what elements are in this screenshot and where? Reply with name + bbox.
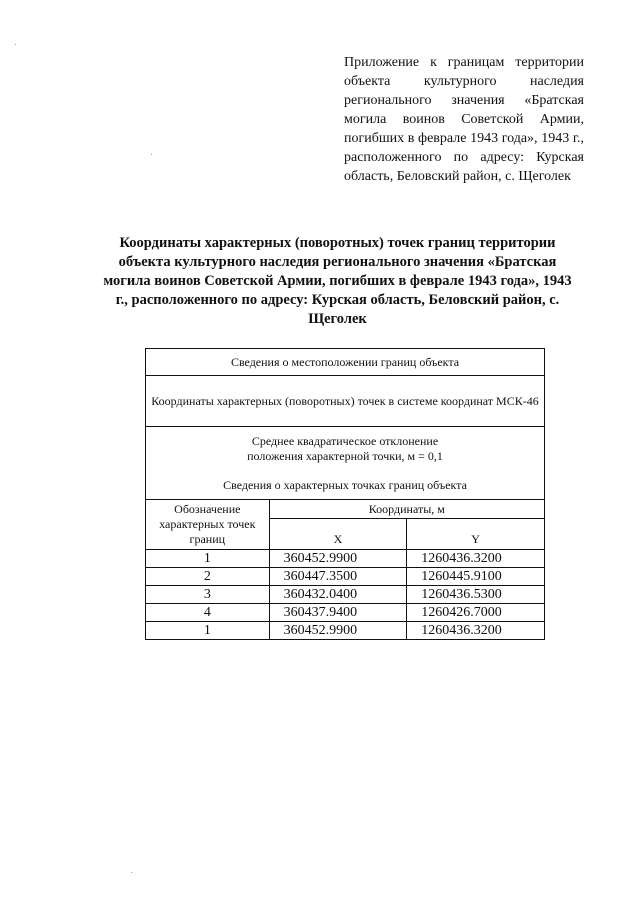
coordinates-table: [145, 348, 545, 640]
y-coordinate: 1260436.3200: [407, 622, 545, 640]
scan-speck: ·: [150, 150, 154, 161]
y-coordinate: 1260426.7000: [407, 604, 545, 622]
table-row: [146, 568, 545, 586]
y-coordinate: 1260436.3200: [407, 550, 545, 568]
table-row: [146, 604, 545, 622]
table-row: [146, 622, 545, 640]
x-coordinate: 360432.0400: [269, 586, 407, 604]
coordinate-system-cell: Координаты характерных (поворотных) точек в системе координат МСК-46: [146, 376, 545, 427]
points-title: Сведения о характерных точках границ объекта: [223, 477, 467, 492]
document-heading-text: Координаты характерных (поворотных) точек границ территории объекта культурного наследия регионального значения «Братская могила воинов Советской Армии, погибших в феврале 1943 года», 1943 г., расположенного по адресу: Курская область, Беловский район, с. Щеголек: [103, 235, 572, 327]
table-row: [146, 376, 545, 427]
boundary-info-title: Сведения о местоположении границ объекта: [146, 349, 545, 376]
designation-column-header: Обозначение характерных точек границ: [146, 500, 270, 550]
x-column-header: X: [269, 519, 407, 550]
table-header-row: [146, 500, 545, 519]
annex-note-text: Приложение к границам территории объекта культурного наследия регионального значения «Братская могила воинов Советской Армии, погибших в феврале 1943 года», 1943 г., расположенного по адресу: Курская область, Беловский район, с. Щеголек: [344, 55, 584, 184]
y-coordinate: 1260436.5300: [407, 586, 545, 604]
x-coordinate: 360437.9400: [269, 604, 407, 622]
table-row: [146, 427, 545, 500]
scan-speck: ·: [14, 40, 18, 51]
document-heading: [100, 234, 575, 329]
deviation-cell: [146, 427, 545, 500]
deviation-line-1: Среднее квадратическое отклонение: [251, 433, 439, 448]
point-number: 1: [146, 550, 270, 568]
scan-speck: ·: [130, 868, 134, 879]
table-row: [146, 586, 545, 604]
annex-note: [344, 53, 584, 186]
deviation-line-2: положения характерной точки, м = 0,1: [247, 448, 443, 463]
x-coordinate: 360452.9900: [269, 550, 407, 568]
x-coordinate: 360447.3500: [269, 568, 407, 586]
table-row: [146, 349, 545, 376]
table-row: [146, 550, 545, 568]
point-number: 2: [146, 568, 270, 586]
point-number: 1: [146, 622, 270, 640]
y-coordinate: 1260445.9100: [407, 568, 545, 586]
y-column-header: Y: [407, 519, 545, 550]
point-number: 3: [146, 586, 270, 604]
x-coordinate: 360452.9900: [269, 622, 407, 640]
point-number: 4: [146, 604, 270, 622]
coordinates-column-header: Координаты, м: [269, 500, 544, 519]
